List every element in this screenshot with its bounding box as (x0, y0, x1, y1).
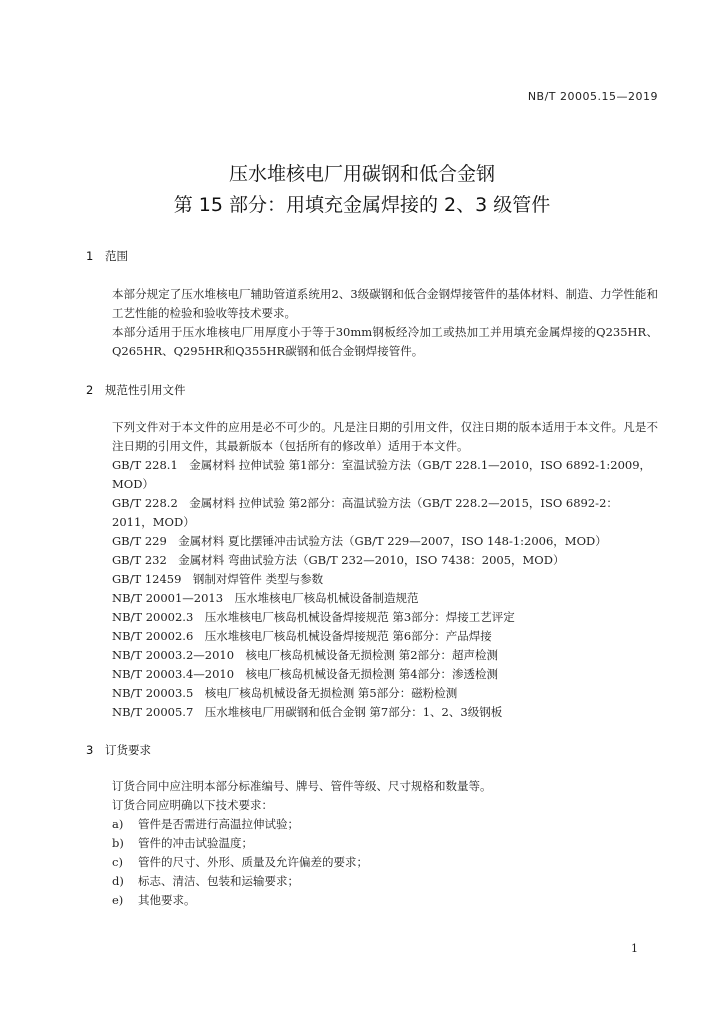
title-line-1: 压水堆核电厂用碳钢和低合金钢 (228, 163, 495, 185)
reference-list (88, 456, 658, 722)
list-item (112, 872, 368, 891)
reference-item: NB/T 20002.6 压水堆核电厂核岛机械设备焊接规范 第6部分：产品焊接 (112, 629, 492, 643)
paragraph: 本部分适用于压水堆核电厂用厚度小于等于30mm钢板经冷加工或热加工并用填充金属焊接的Q235HR、Q265HR、Q295HR和Q355HR碳钢和低合金钢焊接管件。 (112, 325, 658, 358)
reference-item: NB/T 20003.5 核电厂核岛机械设备无损检测 第5部分：磁粉检测 (112, 686, 458, 700)
paragraph: 本部分规定了压水堆核电厂辅助管道系统用2、3级碳钢和低合金钢焊接管件的基体材料、制造、力学性能和工艺性能的检验和验收等技术要求。 (112, 287, 658, 320)
document-title (0, 160, 724, 219)
list-item (112, 815, 368, 834)
section-1-body (88, 285, 658, 361)
list-text: 管件的尺寸、外形、质量及允许偏差的要求； (138, 855, 368, 869)
reference-item: GB/T 12459 钢制对焊管件 类型与参数 (112, 572, 324, 586)
list-text: 管件的冲击试验温度； (138, 836, 253, 850)
paragraph: 订货合同应明确以下技术要求： (112, 798, 273, 812)
reference-item: NB/T 20003.2—2010 核电厂核岛机械设备无损检测 第2部分：超声检测 (112, 648, 499, 662)
section-1-heading (86, 248, 128, 264)
reference-item: GB/T 228.2 金属材料 拉伸试验 第2部分：高温试验方法（GB/T 228.2—2015，ISO 6892-2：2011，MOD） (112, 496, 618, 529)
paragraph: 订货合同中应注明本部分标准编号、牌号、管件等级、尺寸规格和数量等。 (112, 779, 492, 793)
reference-item: NB/T 20003.4—2010 核电厂核岛机械设备无损检测 第4部分：渗透检测 (112, 667, 499, 681)
list-marker: b) (112, 836, 124, 850)
paragraph: 下列文件对于本文件的应用是必不可少的。凡是注日期的引用文件，仅注日期的版本适用于本文件。凡是不注日期的引用文件，其最新版本（包括所有的修改单）适用于本文件。 (112, 420, 658, 453)
page-number: 1 (631, 942, 638, 955)
standard-number: NB/T 20005.15—2019 (527, 90, 658, 103)
list-text: 其他要求。 (138, 893, 196, 907)
reference-item: GB/T 229 金属材料 夏比摆锤冲击试验方法（GB/T 229—2007，ISO 148-1:2006，MOD） (112, 534, 607, 548)
list-text: 管件是否需进行高温拉伸试验； (138, 817, 299, 831)
section-number: 2 (86, 383, 94, 397)
reference-item: NB/T 20005.7 压水堆核电厂用碳钢和低合金钢 第7部分：1、2、3级钢板 (112, 705, 503, 719)
title-line-2: 第 15 部分：用填充金属焊接的 2、3 级管件 (173, 194, 551, 216)
section-title: 规范性引用文件 (105, 383, 186, 397)
list-text: 标志、清洁、包装和运输要求； (138, 874, 299, 888)
section-number: 3 (86, 743, 94, 757)
section-2-intro (88, 418, 658, 456)
reference-item: NB/T 20002.3 压水堆核电厂核岛机械设备焊接规范 第3部分：焊接工艺评定 (112, 610, 515, 624)
section-title: 范围 (105, 249, 128, 263)
list-marker: e) (112, 893, 124, 907)
list-item (112, 834, 368, 853)
section-title: 订货要求 (105, 743, 151, 757)
list-marker: c) (112, 855, 123, 869)
list-marker: d) (112, 874, 124, 888)
section-3-intro (88, 777, 658, 815)
section-number: 1 (86, 249, 94, 263)
list-item (112, 853, 368, 872)
section-2-heading (86, 382, 186, 398)
requirement-list (112, 815, 368, 910)
reference-item: GB/T 232 金属材料 弯曲试验方法（GB/T 232—2010，ISO 7438：2005，MOD） (112, 553, 565, 567)
reference-item: GB/T 228.1 金属材料 拉伸试验 第1部分：室温试验方法（GB/T 228.1—2010，ISO 6892-1:2009，MOD） (112, 458, 652, 491)
section-3-heading (86, 742, 151, 758)
list-item (112, 891, 368, 910)
reference-item: NB/T 20001—2013 压水堆核电厂核岛机械设备制造规范 (112, 591, 419, 605)
list-marker: a) (112, 817, 124, 831)
